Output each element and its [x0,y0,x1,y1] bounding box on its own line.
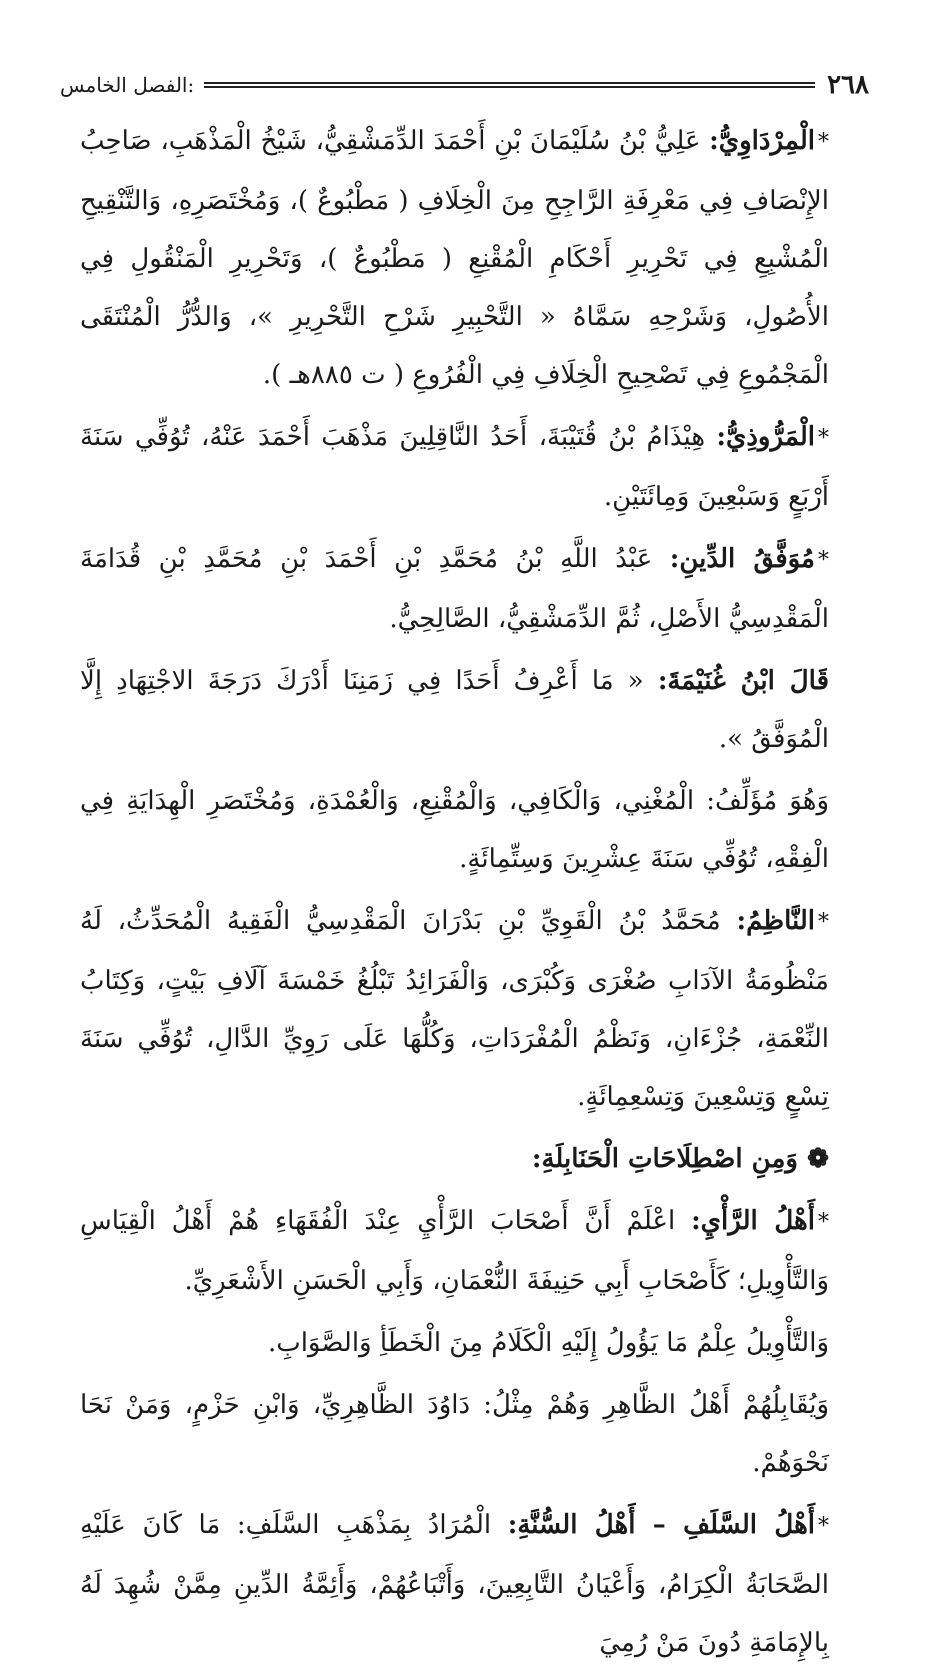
entry-paragraph [80,1496,829,1672]
entry-term: النَّاظِمُ: [736,906,815,936]
entry-bullet: * [818,910,829,935]
entry-paragraph [80,408,829,526]
entries-list [80,112,829,1126]
entry-bullet: * [818,1210,829,1235]
entry-bullet: * [818,426,829,451]
entry-text: وَهُوَ مُؤَلِّفُ: الْمُغْنِي، وَالْكَافِي، وَالْمُقْنِعِ، وَالْعُمْدَةِ، وَمُخْتَصَرِ الْهِدَايَةِ فِي الْفِقْهِ، تُوُفِّي سَنَةَ عِشْرِينَ وَسِتِّمِائَةٍ. [80,786,829,874]
chapter-title: الفصل الخامس: [60,73,195,97]
entry-text: « مَا أَعْرِفُ أَحَدًا فِي زَمَنِنَا أَدْرَكَ دَرَجَةَ الاجْتِهَادِ إِلَّا الْمُوَفَّقُ ». [80,666,829,754]
entry-text: وَيُقَابِلُهُمْ أَهْلُ الظَّاهِرِ وَهُمْ مِثْلُ: دَاوُدَ الظَّاهِرِيِّ، وَابْنِ حَزْمٍ، وَمَنْ نَحَا نَحْوَهُمْ. [80,1390,829,1478]
entry-text: عَلِيُّ بْنُ سُلَيْمَانَ بْنِ أَحْمَدَ الدِّمَشْقِيُّ، شَيْخُ الْمَذْهَبِ، صَاحِبُ الإِنْصَافِ فِي مَعْرِفَةِ الرَّاجِحِ مِنَ الْخِلَافِ ( مَطْبُوعٌ )، وَمُخْتَصَرِهِ، وَالتَّنْقِيحِ الْمُشْبِعِ فِي تَحْرِيرِ أَحْكَامِ الْمُقْنِعِ ( مَطْبُوعٌ )، وَتَحْرِيرِ الْمَنْقُولِ فِي الأُصُولِ، وَشَرْحِهِ سَمَّاهُ « التَّحْبِيرِ شَرْحِ التَّحْرِيرِ »، وَالدُّرُّ الْمُنْتَقَى الْمَجْمُوعِ فِي تَصْحِيحِ الْخِلَافِ فِي الْفُرُوعِ ( ت ٨٨٥هـ ). [80,126,829,390]
entry-term: الْمَرُّوذِيُّ: [716,422,815,452]
page-number: ٢٦٨ [827,70,869,100]
entry-text: وَالتَّأْوِيلُ عِلْمُ مَا يَؤُولُ إِلَيْهِ الْكَلَامُ مِنَ الْخَطَأِ وَالصَّوَابِ. [267,1328,829,1358]
entry-bullet: * [817,548,829,573]
entry-text: مُحَمَّدُ بْنُ الْقَوِيِّ بْنِ بَدْرَانَ الْمَقْدِسِيُّ الْفَقِيهُ الْمُحَدِّثُ، لَهُ مَنْظُومَةُ الآدَابِ صُغْرَى وَكُبْرَى، وَالْفَرَائِدُ تَبْلُغُ خَمْسَةَ آلَافِ بَيْتٍ، وَكِتَابُ النِّعْمَةِ، جُزْءَانِ، وَنَظْمُ الْمُفْرَدَاتِ، وَكُلُّهَا عَلَى رَوِيِّ الدَّالِ، تُوُفِّي سَنَةَ تِسْعٍ وَتِسْعِينَ وَتِسْعِمِائَةٍ. [80,906,829,1112]
section-heading [80,1130,829,1188]
entry-bullet: * [818,1514,830,1539]
entry-term: الْمِرْدَاوِيُّ: [709,126,815,156]
entry-term: أَهْلُ السَّلَفِ – أَهْلُ السُّنَّةِ: [507,1510,816,1540]
entry-text: هِيْذَامُ بْنُ قُتَيْبَةَ، أَحَدُ النَّاقِلِينَ مَذْهَبَ أَحْمَدَ عَنْهُ، تُوُفِّي سَنَةَ أَرْبَعٍ وَسَبْعِينَ وَمِائَتَيْنِ. [80,422,829,512]
entry-paragraph [80,772,829,888]
entry-paragraph [80,652,829,768]
entry-term: قَالَ ابْنُ غُنَيْمَةَ: [657,666,829,696]
entry-text: الْمُرَادُ بِمَذْهَبِ السَّلَفِ: مَا كَانَ عَلَيْهِ الصَّحَابَةُ الْكِرَامُ، وَأَعْيَانُ التَّابِعِينَ، وَأَتْبَاعُهُمْ، وَأَئِمَّةُ الدِّينِ مِمَّنْ شُهِدَ لَهُ بِالإِمَامَةِ دُونَ مَنْ رُمِيَ [80,1510,829,1658]
section-heading-text: وَمِنِ اصْطِلَاحَاتِ الْحَنَابِلَةِ: [531,1144,798,1174]
page-body [80,112,829,1676]
entry-bullet: * [818,130,829,155]
page-header [60,70,869,100]
entries-list-2 [80,1192,829,1672]
entry-paragraph [80,1376,829,1492]
entry-paragraph [80,1314,829,1372]
entry-term: أَهْلُ الرَّأْيِ: [691,1206,815,1236]
entry-text: اعْلَمْ أَنَّ أَصْحَابَ الرَّأْيِ عِنْدَ الْفُقَهَاءِ هُمْ أَهْلُ الْقِيَاسِ وَالتَّأْوِيلِ؛ كَأَصْحَابِ أَبِي حَنِيفَةَ النُّعْمَانِ، وَأَبِي الْحَسَنِ الأَشْعَرِيِّ. [80,1206,829,1296]
entry-paragraph [80,892,829,1126]
entry-text: عَبْدُ اللَّهِ بْنُ مُحَمَّدِ بْنِ أَحْمَدَ بْنِ مُحَمَّدِ بْنِ قُدَامَةَ الْمَقْدِسِيُّ الأَصْلِ، ثُمَّ الدِّمَشْقِيُّ، الصَّالِحِيُّ. [80,544,829,634]
entry-paragraph [80,112,829,404]
header-rule [204,82,815,88]
entry-paragraph [80,1192,829,1310]
flower-ornament-icon: ❁ [807,1144,829,1174]
entry-term: مُوَفَّقُ الدِّينِ: [669,544,815,574]
entry-paragraph [80,530,829,648]
